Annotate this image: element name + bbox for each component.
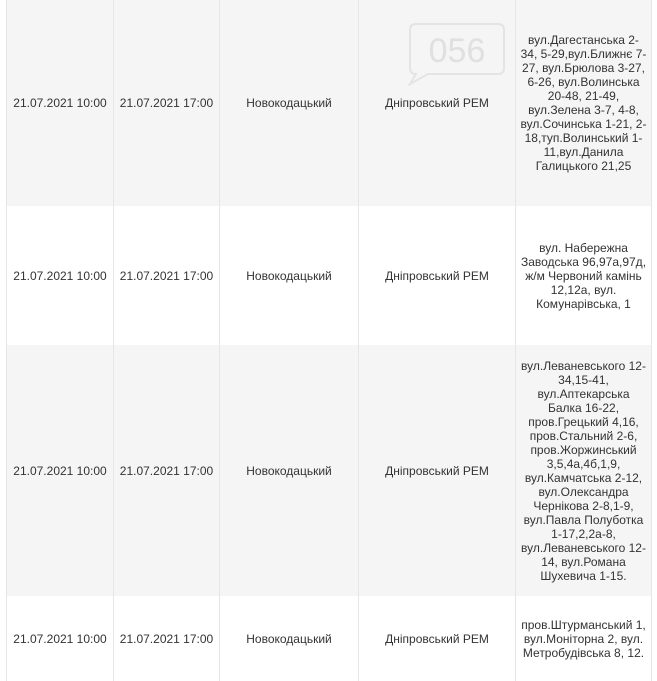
district-cell: Новокодацький <box>220 0 359 206</box>
table-row <box>7 596 652 681</box>
end-time-cell: 21.07.2021 17:00 <box>114 596 220 681</box>
start-time-cell: 21.07.2021 10:00 <box>7 206 114 345</box>
rem-cell: Дніпровський РЕМ <box>359 206 516 345</box>
rem-cell: Дніпровський РЕМ <box>359 0 516 206</box>
rem-cell: Дніпровський РЕМ <box>359 345 516 596</box>
start-time-cell: 21.07.2021 10:00 <box>7 0 114 206</box>
end-time-cell: 21.07.2021 17:00 <box>114 345 220 596</box>
outage-table <box>6 0 652 681</box>
start-time-cell: 21.07.2021 10:00 <box>7 345 114 596</box>
addresses-cell: вул.Леваневського 12-34,15-41, вул.Аптекарська Балка 16-22, пров.Грецький 4,16, пров.Стальний 2-6, пров.Жоржинський 3,5,4а,4б,1,9, вул.Камчатська 2-12, вул.Олександра Чернікова 2-8,1-9, вул.Павла Полуботка 1-17,2,2а-8, вул.Леваневського 12-14, вул.Романа Шухевича 1-15. <box>516 345 652 596</box>
addresses-cell: пров.Штурманський 1, вул.Моніторна 2, вул. Метробудівська 8, 12. <box>516 596 652 681</box>
end-time-cell: 21.07.2021 17:00 <box>114 0 220 206</box>
addresses-cell: вул.Дагестанська 2-34, 5-29,вул.Ближнє 7-27, вул.Брюлова 3-27, 6-26, вул.Волинська 20-48, 21-49, вул.Зелена 3-7, 4-8, вул.Сочинська 1-21, 2-18,туп.Волинський 1-11,вул.Данила Галицького 21,25 <box>516 0 652 206</box>
district-cell: Новокодацький <box>220 596 359 681</box>
district-cell: Новокодацький <box>220 345 359 596</box>
table-row <box>7 0 652 206</box>
table-row <box>7 206 652 345</box>
end-time-cell: 21.07.2021 17:00 <box>114 206 220 345</box>
watermark-text: 056 <box>428 32 486 70</box>
rem-cell: Дніпровський РЕМ <box>359 596 516 681</box>
table-row <box>7 345 652 596</box>
addresses-cell: вул. Набережна Заводська 96,97а,97д, ж/м Червоний камінь 12,12а, вул. Комунарівська, 1 <box>516 206 652 345</box>
district-cell: Новокодацький <box>220 206 359 345</box>
start-time-cell: 21.07.2021 10:00 <box>7 596 114 681</box>
